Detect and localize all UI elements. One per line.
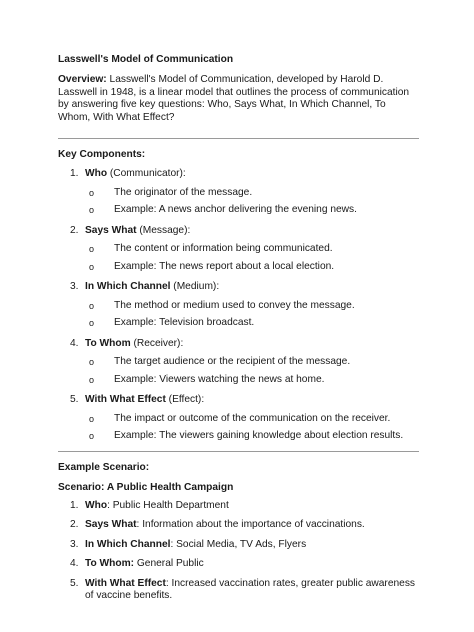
hollow-bullet-icon: o (89, 300, 95, 311)
component-role: (Message): (136, 224, 191, 236)
item-number: 3. (70, 538, 79, 550)
hollow-bullet-icon: o (89, 261, 95, 272)
key-component-item (58, 338, 419, 387)
key-component-item (58, 281, 419, 330)
key-components-heading: Key Components: (58, 149, 146, 160)
key-component-item (58, 394, 419, 443)
sub-item (85, 204, 419, 217)
component-role: (Receiver): (130, 337, 184, 349)
sub-item-text: Example: The viewers gaining knowledge about election results. (114, 430, 404, 441)
sub-list (85, 243, 419, 273)
sub-item-text: The target audience or the recipient of the message. (114, 356, 351, 367)
sub-item-text: The impact or outcome of the communication on the receiver. (114, 412, 391, 424)
key-components-list (58, 168, 419, 443)
scenario-item (58, 519, 419, 532)
item-number: 1. (70, 499, 79, 511)
sub-item (85, 374, 419, 387)
sub-item (85, 300, 419, 313)
scenario-term: To Whom: (85, 558, 135, 569)
sub-item (85, 261, 419, 274)
example-scenario-heading: Example Scenario: (58, 461, 150, 473)
hollow-bullet-icon: o (89, 318, 95, 328)
scenario-item (58, 578, 419, 603)
hollow-bullet-icon: o (89, 187, 95, 198)
sub-item-text: Example: Viewers watching the news at home. (114, 373, 325, 385)
sub-list (85, 413, 419, 443)
sub-item (85, 430, 419, 443)
sub-item (85, 356, 419, 369)
component-term: Who (85, 168, 108, 179)
sub-item (85, 243, 419, 256)
overview-text: Lasswell's Model of Communication, developed by Harold D. Lasswell in 1948, is a linear model that outlines the process of communication by answering five key questions: Who, Says What, In Which Channel, To Whom, With What Effect? (58, 74, 410, 123)
hollow-bullet-icon: o (89, 413, 95, 424)
scenario-term: With What Effect (85, 577, 166, 589)
sub-item-text: Example: Television broadcast. (114, 317, 255, 328)
overview-label: Overview: (58, 74, 107, 85)
item-number: 2. (70, 224, 79, 236)
item-number: 2. (70, 519, 79, 530)
item-number: 1. (70, 168, 79, 179)
component-term: In Which Channel (85, 281, 171, 292)
item-number: 4. (70, 337, 79, 349)
hollow-bullet-icon: o (89, 244, 95, 254)
sub-list (85, 300, 419, 330)
sub-item-text: The originator of the message. (114, 186, 253, 198)
scenario-detail: General Public (134, 558, 204, 569)
component-role: (Medium): (170, 281, 220, 292)
sub-item-text: The content or information being communicated. (114, 243, 333, 254)
component-term: To Whom (85, 337, 131, 349)
hollow-bullet-icon: o (89, 357, 95, 367)
scenario-item (58, 539, 419, 552)
component-term: Says What (85, 224, 137, 236)
section-divider (58, 451, 419, 452)
sub-item-text: The method or medium used to convey the message. (114, 299, 355, 311)
scenario-term: Who (85, 499, 108, 511)
key-component-item (58, 225, 419, 274)
document-title: Lasswell's Model of Communication (58, 54, 234, 65)
hollow-bullet-icon: o (89, 374, 95, 385)
item-number: 5. (70, 394, 79, 405)
item-number: 4. (70, 558, 79, 569)
scenario-detail: : Increased vaccination rates, greater public awareness of vaccine benefits. (85, 577, 416, 601)
key-component-item (58, 168, 419, 217)
hollow-bullet-icon: o (89, 431, 95, 441)
item-number: 5. (70, 577, 79, 589)
sub-item-text: Example: The news report about a local election. (114, 260, 335, 272)
section-divider (58, 138, 419, 139)
scenario-list (58, 500, 419, 603)
scenario-item (58, 558, 419, 571)
scenario-detail: : Information about the importance of vaccinations. (136, 519, 365, 530)
scenario-detail: : Social Media, TV Ads, Flyers (170, 538, 307, 550)
item-number: 3. (70, 281, 79, 292)
component-term: With What Effect (85, 394, 166, 405)
sub-list (85, 187, 419, 217)
scenario-term: In Which Channel (85, 538, 171, 550)
sub-item (85, 187, 419, 200)
component-role: (Communicator): (107, 168, 186, 179)
sub-item-text: Example: A news anchor delivering the evening news. (114, 204, 357, 215)
sub-list (85, 356, 419, 386)
sub-item (85, 413, 419, 426)
component-role: (Effect): (165, 394, 205, 405)
overview-paragraph (58, 74, 419, 124)
scenario-title: Scenario: A Public Health Campaign (58, 481, 234, 493)
hollow-bullet-icon: o (89, 205, 95, 215)
scenario-item (58, 500, 419, 513)
scenario-term: Says What (85, 519, 137, 530)
scenario-detail: : Public Health Department (107, 499, 229, 511)
sub-item (85, 317, 419, 330)
